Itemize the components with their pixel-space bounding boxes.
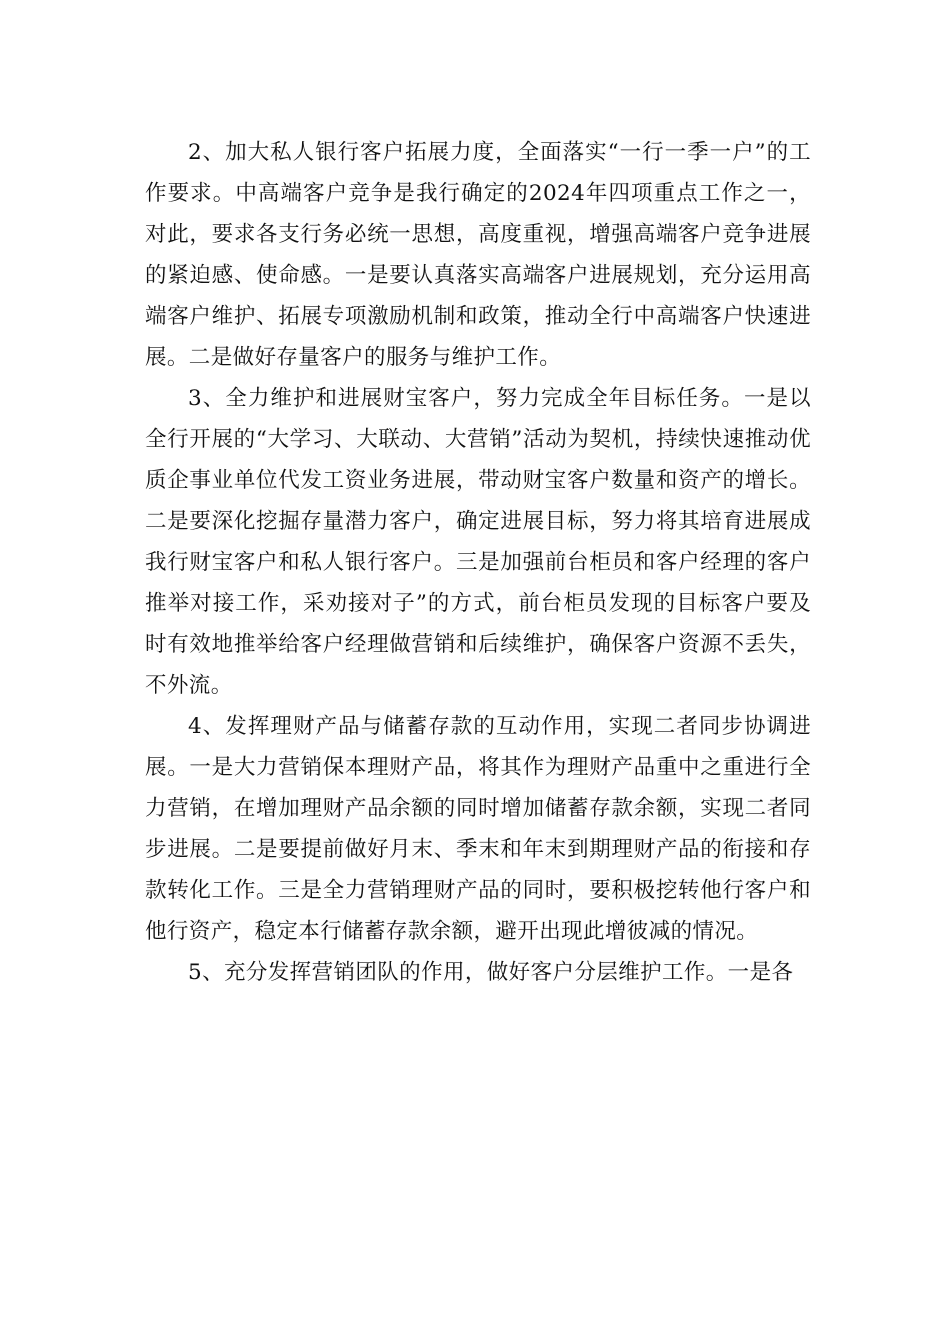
paragraph-3: 3、全力维护和进展财宝客户，努力完成全年目标任务。一是以全行开展的“大学习、大联动、大营销”活动为契机，持续快速推动优质企事业单位代发工资业务进展，带动财宝客户数量和资产的增长。二是要深化挖掘存量潜力客户，确定进展目标，努力将其培育进展成我行财宝客户和私人银行客户。三是加强前台柜员和客户经理的客户推举对接工作，采劝接对子”的方式，前台柜员发现的目标客户要及时有效地推举给客户经理做营销和后续维护，确保客户资源不丢失，不外流。 (145, 386, 811, 698)
paragraph-2: 2、加大私人银行客户拓展力度，全面落实“一行一季一户”的工作要求。中高端客户竞争是我行确定的2024年四项重点工作之一，对此，要求各支行务必统一思想，高度重视，增强高端客户竞争进展的紧迫感、使命感。一是要认真落实高端客户进展规划，充分运用高端客户维护、拓展专项激励机制和政策，推动全行中高端客户快速进展。二是做好存量客户的服务与维护工作。 (145, 140, 811, 370)
paragraph-5: 5、充分发挥营销团队的作用，做好客户分层维护工作。一是各 (188, 960, 794, 985)
paragraph-4: 4、发挥理财产品与储蓄存款的互动作用，实现二者同步协调进展。一是大力营销保本理财产品，将其作为理财产品重中之重进行全力营销，在增加理财产品余额的同时增加储蓄存款余额，实现二者同步进展。二是要提前做好月末、季末和年末到期理财产品的衔接和存款转化工作。三是全力营销理财产品的同时，要积极挖转他行客户和他行资产，稳定本行储蓄存款余额，避开出现此增彼减的情况。 (145, 714, 811, 944)
document-page (145, 132, 811, 993)
